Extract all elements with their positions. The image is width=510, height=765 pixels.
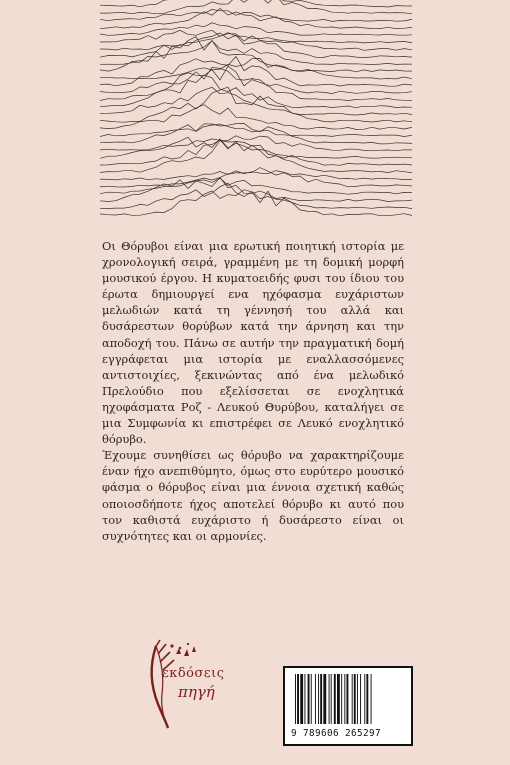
wave-line	[100, 136, 412, 151]
wave-line	[100, 0, 412, 7]
barcode-bar	[331, 674, 332, 724]
wave-line	[100, 183, 412, 208]
barcode-bar	[357, 674, 358, 724]
barcode-bars	[293, 674, 405, 724]
wave-line	[100, 33, 412, 58]
wave-line	[100, 75, 412, 108]
wave-line	[100, 190, 412, 216]
barcode-bar	[354, 674, 356, 724]
barcode-bar	[346, 674, 348, 724]
barcode-bar	[337, 674, 340, 724]
isbn-digits: 9 789606 265297	[291, 728, 381, 739]
wave-line	[100, 30, 412, 43]
wave-line	[100, 0, 412, 14]
wave-line	[100, 8, 412, 28]
barcode-bar	[297, 674, 299, 724]
barcode-bar	[304, 674, 305, 724]
wave-line	[100, 87, 412, 115]
barcode-bar	[318, 674, 319, 724]
barcode-bar	[334, 674, 336, 724]
barcode-bar	[295, 674, 296, 724]
publisher-name-line2: πηγή	[178, 683, 215, 701]
barcode-bar	[308, 674, 310, 724]
barcode-bar	[352, 674, 353, 724]
back-cover-blurb	[102, 238, 404, 544]
publisher-name-line1: εκδόσεις	[162, 666, 225, 681]
blurb-paragraph-2: Έχουμε συνηθίσει ως θόρυβο να χαρακτηρίζουμε έναν ήχο ανεπιθύμητο, όμως στο ευρύτερο μουσικό φάσμα ο θόρυβος είναι μια έννοια σχετική καθώς οποιοσδήποτε ήχος αποτελεί θόρυβο κι αυτό που τον καθιστά ευχάριστο ή δυσάρεστο είναι οι συχνότητες και οι αρμονίες.	[102, 448, 404, 543]
wave-line	[100, 168, 412, 187]
barcode-bar	[311, 674, 312, 724]
blurb-paragraph-1: Οι Θόρυβοι είναι μια ερωτική ποιητική ιστορία με χρονολογική σειρά, γραμμένη με τη δομική μορφή μουσικού έργου. Η κυματοειδής φυσι του ίδιου του έρωτα δημιουργεί ενα ηχόφασμα ευχάριστων μελωδιών κατά τη γέννησή του αλλά και δυσάρεστων θορύβων κατά την άρνηση και την αποδοχή του. Πάνω σε αυτήν την πραγματική δομή εγγράφεται μια ιστορία με εναλλασσόμενες αντιστοιχίες, ξεκινώντας από ένα μελωδικό Πρελούδιο που εξελίσσεται σε ενοχλητικά ηχοφάσματα Ροζ - Λευκού Θυρύβου, καταλήγει σε μια Συμφωνία κι επιστρέφει σε Λευκό ενοχλητικό θόρυβο.	[102, 239, 404, 447]
barcode-bar	[366, 674, 368, 724]
wave-line	[100, 9, 412, 21]
wave-line	[100, 66, 412, 100]
wave-line	[100, 140, 412, 165]
wave-line	[100, 171, 412, 180]
barcode-bar	[364, 674, 365, 724]
waveform-artwork	[100, 0, 418, 222]
barcode-bar	[315, 674, 316, 724]
wave-line	[100, 23, 412, 36]
quill-logo-icon	[136, 634, 246, 730]
barcode-bar	[320, 674, 322, 724]
barcode-bar	[341, 674, 342, 724]
barcode-bar	[300, 674, 303, 724]
isbn-barcode	[283, 666, 413, 746]
barcode-bar	[344, 674, 345, 724]
wave-line	[100, 59, 412, 80]
barcode-bar	[360, 674, 361, 724]
barcode-bar	[371, 674, 372, 724]
barcode-bar	[329, 674, 330, 724]
wave-line	[100, 68, 412, 94]
barcode-bar	[323, 674, 326, 724]
